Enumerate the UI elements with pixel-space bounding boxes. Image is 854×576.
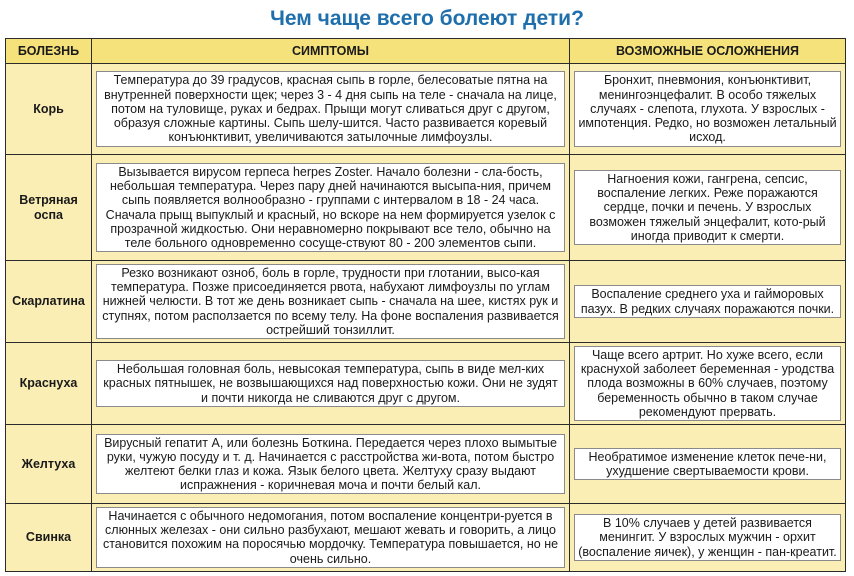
diseases-table [5, 38, 846, 572]
complications-text: Чаще всего артрит. Но хуже всего, если краснухой заболеет беременная - уродства плода возможны в 60% случаев, поэтому беременность обычно в таком случае рекомендуют прервать. [574, 346, 841, 421]
table-row [6, 425, 846, 504]
disease-name: Желтуха [6, 425, 92, 504]
header-complications: ВОЗМОЖНЫЕ ОСЛОЖНЕНИЯ [570, 39, 846, 64]
complications-text: В 10% случаев у детей развивается менингит. У взрослых мужчин - орхит (воспаление яичек), у женщин - пан-креатит. [574, 514, 841, 561]
complications-text: Воспаление среднего уха и гайморовых пазух. В редких случаях поражаются почки. [574, 285, 841, 317]
table-header-row [6, 39, 846, 64]
symptoms-text: Температура до 39 градусов, красная сыпь в горле, белесоватые пятна на внутренней поверхности щек; через 3 - 4 дня сыпь на теле - сначала на лице, потом на туловище, руках и бедрах. Прыщи могут сливаться друг с другом, образуя сложные картины. Сыпь шелу-шится. Часто развивается коревый конъюнктивит, увеличиваются затылочные лимфоузлы. [96, 71, 565, 146]
complications-text: Нагноения кожи, гангрена, сепсис, воспаление легких. Реже поражаются сердце, почки и печень. У взрослых возможен тяжелый энцефалит, кото-рый иногда приводит к смерти. [574, 170, 841, 245]
symptoms-text: Начинается с обычного недомогания, потом воспаление концентри-руется в слюнных железах - они сильно разбухают, мешают жевать и говорить, а лицо становится похожим на поросячью мордочку. Температура повышается, но не очень сильно. [96, 507, 565, 568]
table-row [6, 155, 846, 261]
disease-name: Свинка [6, 504, 92, 572]
complications-text: Необратимое изменение клеток пече-ни, ухудшение свертываемости крови. [574, 448, 841, 480]
table-row [6, 64, 846, 155]
table-row [6, 261, 846, 343]
complications-text: Бронхит, пневмония, конъюнктивит, менингоэнцефалит. В особо тяжелых случаях - слепота, глухота. У взрослых - импотенция. Редко, но возможен летальный исход. [574, 71, 841, 146]
page-title: Чем чаще всего болеют дети? [270, 7, 584, 30]
symptoms-text: Вызывается вирусом герпеса herpes Zoster. Начало болезни - сла-бость, небольшая температура. Через пару дней начинаются высыпа-ния, причем сыпь появляется волнообразно - группами с интервалом в 18 - 24 часа. Сначала прыщ выпуклый и красный, но вскоре на нем формируется узелок с прозрачной жидкостью. Они неравномерно покрывают все тело, обычно на теле больного одновременно сосуще-ствуют 80 - 200 элементов сыпи. [96, 163, 565, 252]
table-row [6, 504, 846, 572]
disease-name: Ветряная оспа [6, 155, 92, 261]
table-row [6, 343, 846, 425]
disease-name: Скарлатина [6, 261, 92, 343]
disease-name: Корь [6, 64, 92, 155]
disease-name: Краснуха [6, 343, 92, 425]
header-disease: БОЛЕЗНЬ [6, 39, 92, 64]
header-symptoms: СИМПТОМЫ [92, 39, 570, 64]
symptoms-text: Резко возникают озноб, боль в горле, трудности при глотании, высо-кая температура. Позже присоединяется рвота, набухают лимфоузлы по углам нижней челюсти. В тот же день возникает сыпь - сначала на шее, кистях рук и ступнях, потом расползается по всему телу. На фоне воспаления развивается острейший тонзиллит. [96, 264, 565, 339]
symptoms-text: Вирусный гепатит А, или болезнь Боткина. Передается через плохо вымытые руки, чужую посуду и т. д. Начинается с расстройства жи-вота, потом быстро желтеют белки глаз и кожа. Язык белого цвета. Желтуху сразу выдают испражнения - коричневая моча и почти белый кал. [96, 434, 565, 495]
symptoms-text: Небольшая головная боль, невысокая температура, сыпь в виде мел-ких красных пятнышек, не возвышающихся над поверхностью кожи. Они не зудят и почти никогда не сливаются друг с другом. [96, 360, 565, 407]
